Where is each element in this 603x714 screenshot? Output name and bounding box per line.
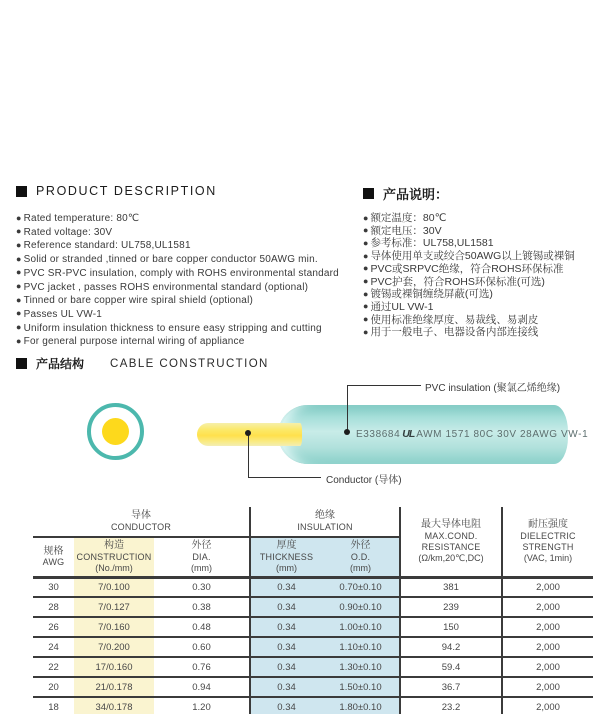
list-item: ● Rated voltage: 30V — [16, 226, 339, 240]
construction-cell: 7/0.160 — [74, 617, 154, 637]
od-cell: 1.80±0.10 — [322, 697, 400, 714]
dielectric-cell: 2,000 — [502, 637, 593, 657]
awg-cell: 28 — [33, 597, 74, 617]
thickness-cell: 0.34 — [250, 577, 322, 597]
list-item: ● 额定温度：80℃ — [363, 212, 575, 225]
header-en: AWG — [42, 557, 65, 567]
list-item: ● 通过UL VW-1 — [363, 301, 575, 314]
conductor-leader-line — [248, 477, 321, 478]
list-item: ● PVC jacket , passes ROHS environmental standard (optional) — [16, 281, 339, 295]
dia-cell: 0.30 — [154, 577, 250, 597]
od-cell: 1.10±0.10 — [322, 637, 400, 657]
od-cell: 1.50±0.10 — [322, 677, 400, 697]
header-en: O.D. — [350, 551, 371, 562]
list-item: ● 使用标准绝缘厚度、易裁线、易剥皮 — [363, 314, 575, 327]
header-cn: 耐压强度 — [528, 519, 569, 530]
dielectric-column-header — [502, 507, 593, 577]
dielectric-cell: 2,000 — [502, 597, 593, 617]
list-item: ● PVC或SRPVC绝缘，符合ROHS环保标准 — [363, 263, 575, 276]
header-unit: (No./mm) — [95, 562, 133, 573]
cable-construction-header — [16, 355, 269, 372]
header-cn: 导体 — [131, 510, 151, 522]
thickness-cell: 0.34 — [250, 617, 322, 637]
thickness-cell: 0.34 — [250, 657, 322, 677]
header-en: INSULATION — [297, 521, 353, 532]
dielectric-cell: 2,000 — [502, 617, 593, 637]
conductor-leader-dot — [245, 430, 251, 436]
construction-cell: 7/0.100 — [74, 577, 154, 597]
insulation-label: PVC insulation (聚氯乙烯绝缘) — [425, 383, 561, 394]
cable-print-text — [356, 405, 588, 464]
table-row — [33, 637, 593, 657]
dielectric-cell: 2,000 — [502, 677, 593, 697]
thickness-cell: 0.34 — [250, 597, 322, 617]
od-cell: 1.30±0.10 — [322, 657, 400, 677]
ul-logo-icon: UL — [402, 428, 415, 440]
table-row — [33, 677, 593, 697]
table-row — [33, 617, 593, 637]
header-en: DIELECTRIC — [520, 530, 576, 541]
construction-cell: 7/0.200 — [74, 637, 154, 657]
list-item: ● 参考标准：UL758,UL1581 — [363, 237, 575, 250]
list-item: ● 额定电压：30V — [363, 225, 575, 238]
od-cell: 1.00±0.10 — [322, 617, 400, 637]
list-item: ● Reference standard: UL758,UL1581 — [16, 239, 339, 253]
thickness-column-header — [250, 537, 322, 577]
dielectric-cell: 2,000 — [502, 657, 593, 677]
header-unit: (mm) — [191, 562, 212, 573]
thickness-cell: 0.34 — [250, 697, 322, 714]
cable-cross-section-diagram — [87, 403, 144, 460]
product-description-cn-header — [363, 184, 448, 203]
construction-column-header — [74, 537, 154, 577]
header-en: STRENGTH — [522, 541, 574, 552]
dielectric-cell: 2,000 — [502, 577, 593, 597]
header-en: CONDUCTOR — [110, 521, 172, 532]
insulation-leader-line — [347, 385, 421, 386]
insulation-leader-dot — [344, 429, 350, 435]
list-item: ● For general purpose internal wiring of appliance — [16, 335, 339, 349]
product-description-list-cn — [363, 212, 575, 339]
cable-print-prefix: E338684 — [356, 429, 401, 440]
dia-cell: 0.60 — [154, 637, 250, 657]
thickness-cell: 0.34 — [250, 677, 322, 697]
resistance-cell: 150 — [400, 617, 502, 637]
product-description-cn-title: 产品说明： — [383, 187, 449, 202]
dielectric-cell: 2,000 — [536, 702, 560, 713]
header-cn: 外径 — [191, 540, 212, 551]
resistance-cell: 94.2 — [400, 637, 502, 657]
table-row — [33, 697, 593, 714]
dia-cell: 1.20 — [154, 697, 250, 714]
awg-cell: 20 — [33, 677, 74, 697]
awg-column-header — [33, 537, 74, 577]
awg-cell: 26 — [33, 617, 74, 637]
cable-construction-title-en: CABLE CONSTRUCTION — [110, 357, 269, 370]
black-square-icon — [16, 186, 27, 197]
resistance-cell: 59.4 — [400, 657, 502, 677]
table-row — [33, 597, 593, 617]
product-description-list-en — [16, 212, 339, 349]
list-item: ● Passes UL VW-1 — [16, 308, 339, 322]
resistance-cell: 23.2 — [400, 697, 502, 714]
table-row — [33, 577, 593, 597]
header-cn: 外径 — [350, 540, 371, 551]
awg-cell: 22 — [33, 657, 74, 677]
list-item: ● 用于一般电子、电器设备内部连接线 — [363, 326, 575, 339]
header-en: RESISTANCE — [421, 541, 481, 552]
cable-construction-title-cn: 产品结构 — [36, 357, 85, 371]
header-cn: 最大导体电阻 — [421, 519, 482, 530]
header-unit: (VAC, 1min) — [523, 552, 573, 563]
header-en: DIA. — [192, 551, 211, 562]
od-cell: 0.70±0.10 — [322, 577, 400, 597]
awg-cell: 30 — [33, 577, 74, 597]
dia-cell: 0.48 — [154, 617, 250, 637]
resistance-cell: 36.7 — [400, 677, 502, 697]
dia-cell: 0.94 — [154, 677, 250, 697]
header-en: THICKNESS — [259, 551, 314, 562]
table-row — [33, 657, 593, 677]
header-cn: 厚度 — [276, 540, 297, 551]
product-description-title: PRODUCT DESCRIPTION — [36, 184, 217, 198]
thickness-cell: 0.34 — [250, 637, 322, 657]
table-group-header-row — [33, 507, 593, 537]
conductor-core-dot — [102, 418, 129, 445]
resistance-cell: 381 — [400, 577, 502, 597]
conductor-leader-line — [248, 434, 249, 478]
list-item: ● Uniform insulation thickness to ensure easy stripping and cutting — [16, 322, 339, 336]
construction-cell: 7/0.127 — [74, 597, 154, 617]
awg-cell: 24 — [33, 637, 74, 657]
list-item: ● 镀锡或裸铜缠绕屏蔽(可选) — [363, 288, 575, 301]
header-unit: (mm) — [350, 562, 372, 573]
conductor-group-header — [33, 507, 250, 537]
resistance-cell: 239 — [400, 597, 502, 617]
header-en: MAX.COND. — [424, 530, 478, 541]
conductor-label: Conductor (导体) — [326, 475, 402, 486]
list-item: ● PVC SR-PVC insulation, comply with ROHS environmental standard — [16, 267, 339, 281]
black-square-icon — [16, 358, 27, 369]
insulation-leader-line — [347, 385, 348, 432]
cable-print-suffix: AWM 1571 80C 30V 28AWG VW-1 — [416, 429, 589, 440]
header-en: CONSTRUCTION — [76, 551, 152, 562]
black-square-icon — [363, 188, 374, 199]
resistance-column-header — [400, 507, 502, 577]
list-item: ● Solid or stranded ,tinned or bare copper conductor 50AWG min. — [16, 253, 339, 267]
list-item: ● Rated temperature: 80℃ — [16, 212, 339, 226]
construction-cell: 34/0.178 — [74, 697, 154, 714]
product-description-header — [16, 184, 217, 198]
awg-cell: 18 — [48, 702, 59, 713]
od-column-header — [322, 537, 400, 577]
list-item: ● PVC护套，符合ROHS环保标准(可选) — [363, 276, 575, 289]
list-item: ● 导体使用单支或绞合50AWG以上镀锡或裸铜 — [363, 250, 575, 263]
dia-column-header — [154, 537, 250, 577]
header-unit: (Ω/km,20℃,DC) — [418, 552, 484, 563]
header-cn: 规格 — [43, 545, 64, 557]
od-cell: 0.90±0.10 — [322, 597, 400, 617]
construction-cell: 21/0.178 — [74, 677, 154, 697]
header-cn: 构造 — [104, 540, 124, 551]
construction-cell: 17/0.160 — [74, 657, 154, 677]
dia-cell: 0.76 — [154, 657, 250, 677]
header-unit: (mm) — [276, 562, 298, 573]
dia-cell: 0.38 — [154, 597, 250, 617]
specification-table — [33, 507, 593, 714]
list-item: ● Tinned or bare copper wire spiral shield (optional) — [16, 294, 339, 308]
header-cn: 绝缘 — [315, 510, 336, 522]
insulation-group-header — [250, 507, 400, 537]
